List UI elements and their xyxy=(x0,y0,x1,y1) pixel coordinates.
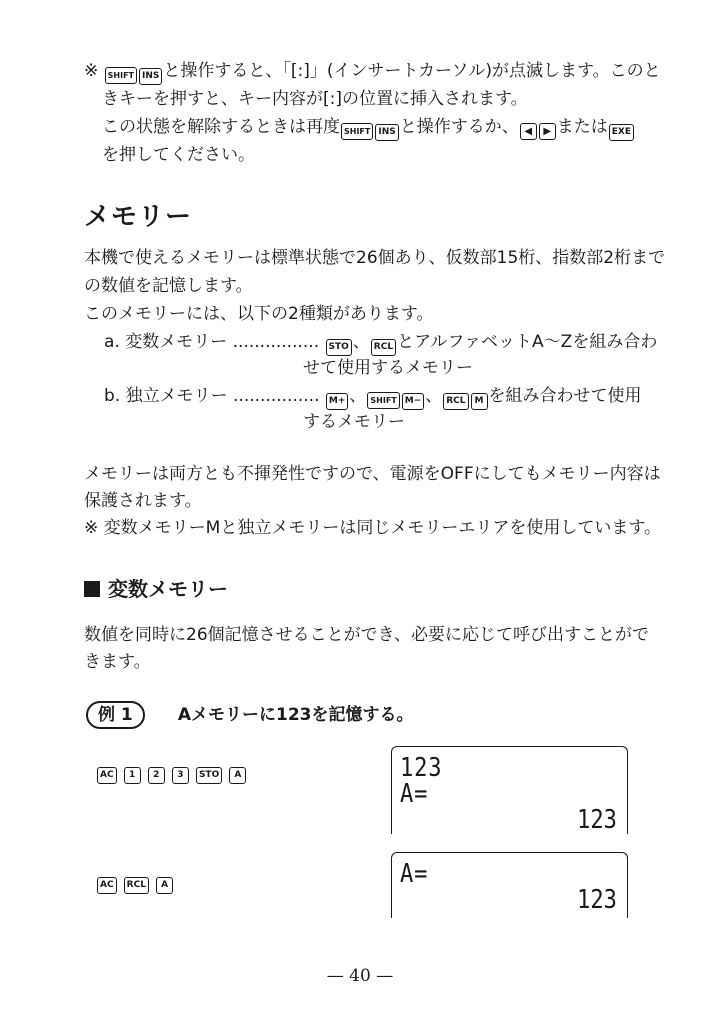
insert-cursor-glyph: [:] xyxy=(290,61,310,81)
separator: 、 xyxy=(425,386,443,406)
item-a-line1 xyxy=(104,331,657,356)
note-text: 」(インサートカーソル)が点滅します。このと xyxy=(309,61,661,81)
item-a-label: a. 変数メモリー xyxy=(104,332,228,352)
example-title: Aメモリーに123を記憶する。 xyxy=(177,705,414,725)
item-a-text: とアルファベットA～Zを組み合わ xyxy=(397,332,658,352)
section-para1-line2: の数値を記憶します。 xyxy=(84,276,253,296)
ins-key-icon: INS xyxy=(139,68,162,85)
m-key-icon: M xyxy=(471,393,488,410)
step1-key-sequence xyxy=(96,760,247,784)
lcd-line-2: A= xyxy=(400,779,429,809)
separator: 、 xyxy=(352,332,370,352)
subsection-heading xyxy=(84,573,228,602)
item-b-leader: ................ xyxy=(233,386,320,406)
digit-3-key-icon: 3 xyxy=(172,767,189,784)
ins-key-icon: INS xyxy=(375,124,398,141)
lcd-display-step2 xyxy=(391,852,628,918)
digit-1-key-icon: 1 xyxy=(124,767,141,784)
lcd-line-1: A= xyxy=(400,859,429,889)
item-b-label: b. 独立メモリー xyxy=(104,386,228,406)
lcd-line-1: 123 xyxy=(400,753,443,783)
note-mark: ※ xyxy=(84,61,99,81)
shift-key-icon: SHIFT xyxy=(367,392,399,409)
section-para1-line1: 本機で使えるメモリーは標準状態で26個あり、仮数部15桁、指数部2桁まで xyxy=(84,248,666,268)
step2-key-sequence xyxy=(96,870,174,894)
square-bullet-icon xyxy=(84,581,100,597)
lcd-display-step1 xyxy=(391,746,628,834)
note-line-3 xyxy=(102,116,635,141)
subsection-para-line1: 数値を同時に26個記憶させることができ、必要に応じて呼び出すことがで xyxy=(84,625,649,645)
separator: 、 xyxy=(349,386,367,406)
item-a-leader: ................ xyxy=(232,332,320,352)
section-para3-line2: 保護されます。 xyxy=(84,491,202,511)
shift-key-icon: SHIFT xyxy=(105,67,137,84)
shift-key-icon: SHIFT xyxy=(341,123,373,140)
note-text: この状態を解除するときは再度 xyxy=(102,117,340,137)
right-arrow-key-icon: ▶ xyxy=(539,123,556,140)
sto-key-icon: STO xyxy=(196,767,222,784)
lcd-result: 123 xyxy=(577,885,617,915)
item-b-line2: するメモリー xyxy=(303,412,405,432)
item-b-text: を組み合わせて使用 xyxy=(488,386,642,406)
lcd-result: 123 xyxy=(577,805,617,835)
example-badge: 例 1 xyxy=(86,701,145,729)
a-key-icon: A xyxy=(156,877,173,894)
rcl-key-icon: RCL xyxy=(124,877,149,894)
section-para3-line1: メモリーは両方とも不揮発性ですので、電源をOFFにしてもメモリー内容は xyxy=(84,464,661,484)
rcl-key-icon: RCL xyxy=(443,393,468,410)
digit-2-key-icon: 2 xyxy=(148,767,165,784)
item-b-line1 xyxy=(104,385,642,410)
section-para2: このメモリーには、以下の2種類があります。 xyxy=(84,304,434,324)
a-key-icon: A xyxy=(229,767,246,784)
ac-key-icon: AC xyxy=(97,767,117,784)
page-number: — 40 — xyxy=(326,966,394,986)
note-text: と操作するか、 xyxy=(399,117,519,137)
m-plus-key-icon: M+ xyxy=(326,393,349,410)
rcl-key-icon: RCL xyxy=(371,339,396,356)
note-line-2: きキーを押すと、キー内容が[:]の位置に挿入されます。 xyxy=(102,89,528,109)
section-para4: ※ 変数メモリーMと独立メモリーは同じメモリーエリアを使用しています。 xyxy=(84,518,661,538)
exe-key-icon: EXE xyxy=(609,124,634,141)
subsection-title: 変数メモリー xyxy=(108,577,228,601)
section-title: メモリー xyxy=(84,202,193,232)
sto-key-icon: STO xyxy=(326,339,352,356)
note-text: または xyxy=(556,117,608,137)
item-a-line2: せて使用するメモリー xyxy=(303,358,473,378)
note-line-1 xyxy=(84,60,661,85)
m-minus-key-icon: M− xyxy=(402,393,425,410)
note-line-4: を押してください。 xyxy=(102,145,255,165)
note-text: と操作すると、「 xyxy=(163,61,291,81)
ac-key-icon: AC xyxy=(97,877,117,894)
section-title-wrap xyxy=(84,196,192,233)
left-arrow-key-icon: ◀ xyxy=(520,123,537,140)
subsection-para-line2: きます。 xyxy=(84,652,151,672)
example-header xyxy=(86,700,414,729)
